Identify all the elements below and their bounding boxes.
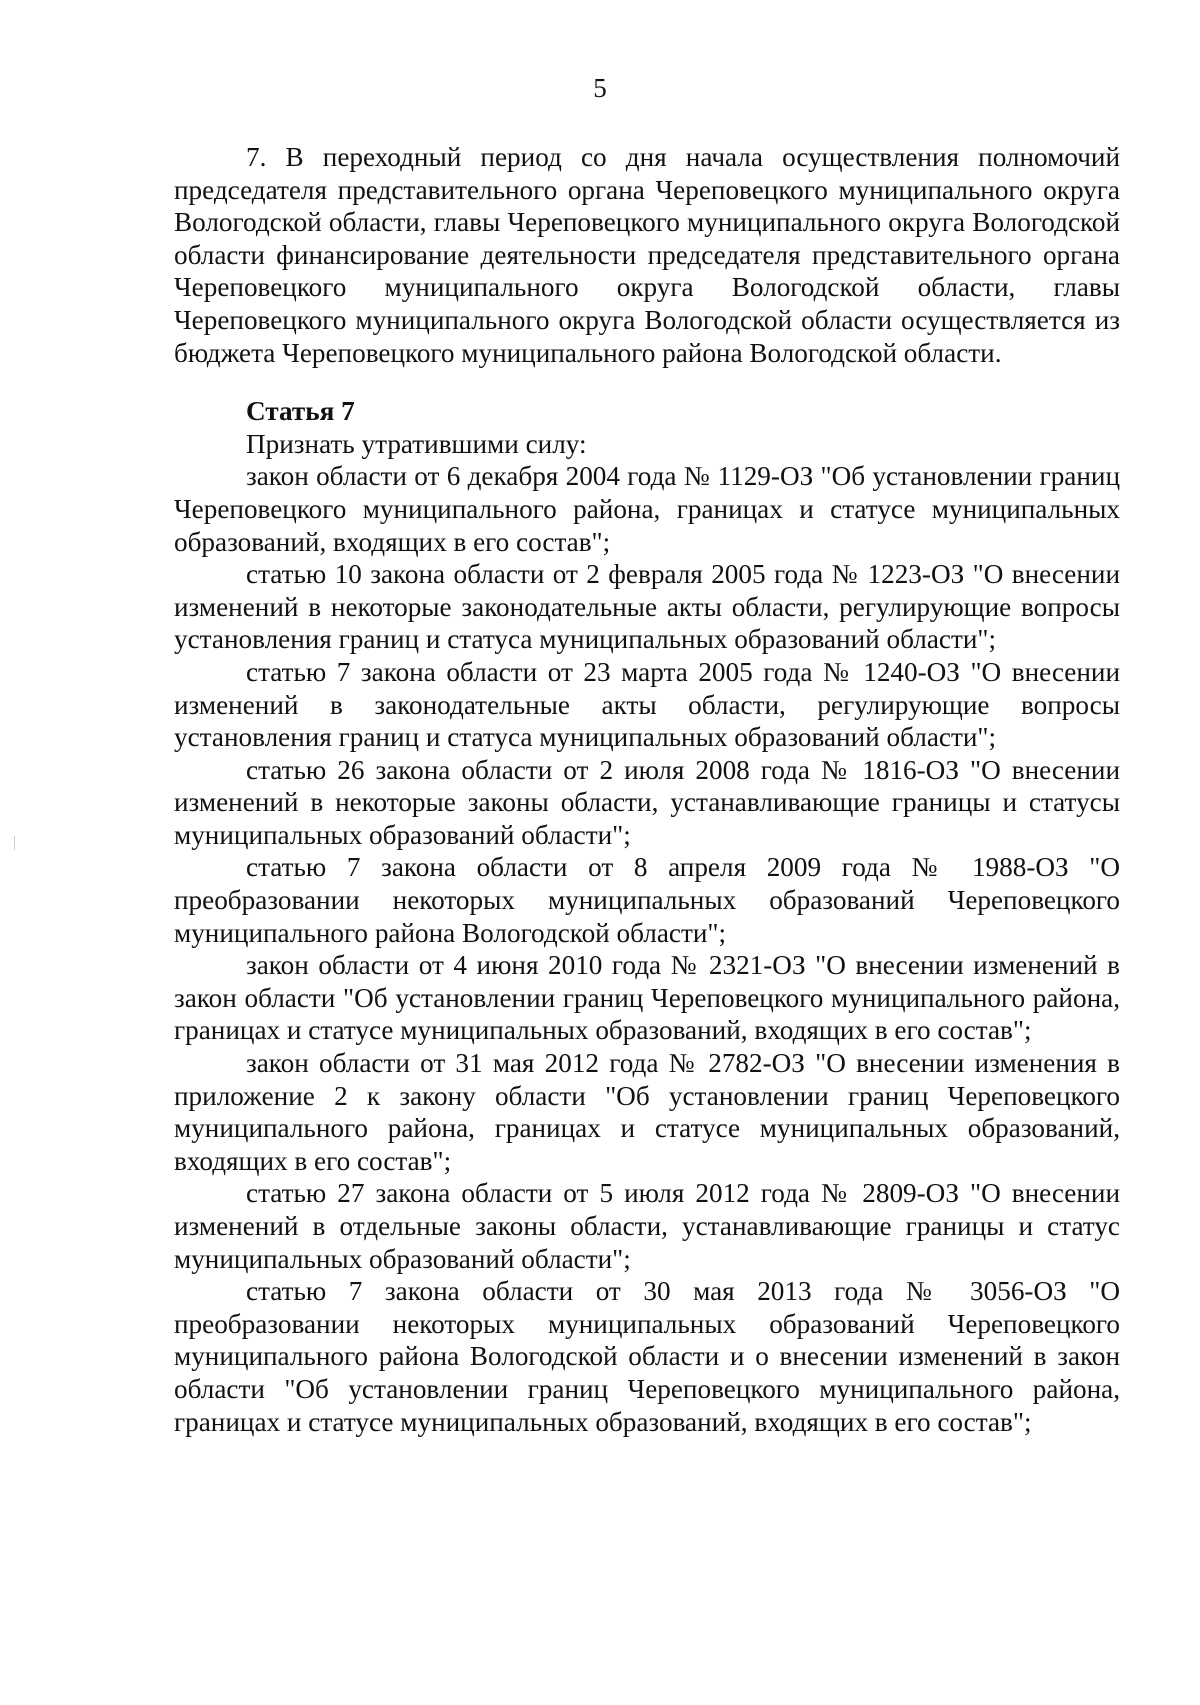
page-number: 5 <box>593 73 607 103</box>
repealed-law-item: статью 27 закона области от 5 июля 2012 года № 2809-ОЗ "О внесении изменений в отдельные законы области, устанавливающие границы и статус муниципальных образований области"; <box>174 1178 1120 1274</box>
repealed-law-item: статью 10 закона области от 2 февраля 2005 года № 1223-ОЗ "О внесении изменений в некоторые законодательные акты области, регулирующие вопросы установления границ и статуса муниципальных образований области"; <box>174 559 1120 655</box>
repealed-law-item: статью 26 закона области от 2 июля 2008 года № 1816-ОЗ "О внесении изменений в некоторые законы области, устанавливающие границы и статусы муниципальных образований области"; <box>174 754 1120 850</box>
paragraph-7: 7. В переходный период со дня начала осуществления полномочий председателя представительного органа Череповецкого муниципального округа Вологодской области, главы Череповецкого муниципального округа Вологодской области финансирование деятельности председателя представительного органа Череповецкого муниципального округа Вологодской области, главы Череповецкого муниципального округа Вологодской области осуществляется из бюджета Череповецкого муниципального района Вологодской области. <box>174 142 1120 368</box>
document-body <box>174 141 1120 1438</box>
article-heading: Статья 7 <box>246 396 355 427</box>
article-intro: Признать утратившими силу: <box>246 428 587 459</box>
repealed-law-item: закон области от 6 декабря 2004 года № 1129-ОЗ "Об установлении границ Череповецкого муниципального района, границах и статусе муниципальных образований, входящих в его состав"; <box>174 461 1120 557</box>
repealed-law-item: закон области от 4 июня 2010 года № 2321-ОЗ "О внесении изменений в закон области "Об установлении границ Череповецкого муниципального района, границах и статусе муниципальных образований, входящих в его состав"; <box>174 950 1120 1046</box>
repealed-law-item: закон области от 31 мая 2012 года № 2782-ОЗ "О внесении изменения в приложение 2 к закону области "Об установлении границ Череповецкого муниципального района, границах и статусе муниципальных образований, входящих в его состав"; <box>174 1048 1120 1176</box>
repealed-law-item: статью 7 закона области от 23 марта 2005 года № 1240-ОЗ "О внесении изменений в законодательные акты области, регулирующие вопросы установления границ и статуса муниципальных образований области"; <box>174 656 1120 753</box>
scan-mark <box>14 836 15 850</box>
repealed-law-item: статью 7 закона области от 30 мая 2013 года № 3056-ОЗ "О преобразовании некоторых муниципальных образований Череповецкого муниципального района Вологодской области и о внесении изменений в закон области "Об установлении границ Череповецкого муниципального района, границах и статусе муниципальных образований, входящих в его состав"; <box>174 1276 1120 1437</box>
repealed-law-item: статью 7 закона области от 8 апреля 2009 года № 1988-ОЗ "О преобразовании некоторых муниципальных образований Череповецкого муниципального района Вологодской области"; <box>174 852 1120 948</box>
